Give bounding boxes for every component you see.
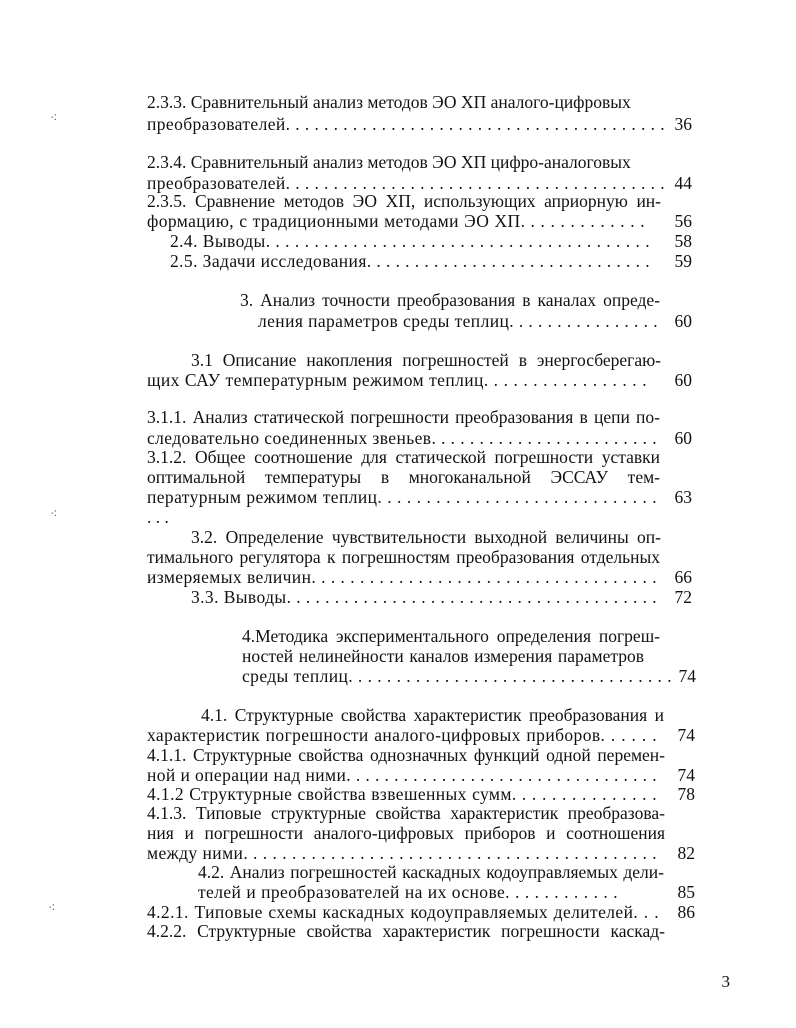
- toc-entry-line: 3.2. Определение чувствительности выходной величины оп-: [191, 527, 661, 547]
- toc-page-number: 82: [677, 843, 695, 863]
- toc-entry-line: 2.3.3. Сравнительный анализ методов ЭО ХП аналого-цифровых: [147, 92, 631, 112]
- toc-entry-line: 2.3.5. Сравнение методов ЭО ХП, использующих априорную ин-: [147, 191, 661, 211]
- toc-entry-line: 4.1.1. Структурные свойства однозначных функций одной перемен-: [147, 745, 665, 765]
- toc-entry-line: 2.4. Выводы. . . . . . . . . . . . . . . . . . . . . . . . . . . . . . . . . . . . . . . .: [170, 231, 650, 251]
- toc-page-number: 56: [674, 211, 692, 231]
- toc-entry-line: . . .: [147, 507, 169, 527]
- toc-entry-line: 4.1. Структурные свойства характеристик преобразования и: [201, 705, 664, 725]
- toc-page-number: 44: [674, 173, 692, 193]
- toc-chapter-line: ностей нелинейности каналов измерения параметров: [242, 646, 644, 666]
- toc-entry-line: преобразователей. . . . . . . . . . . . . . . . . . . . . . . . . . . . . . . . . . . . . . . .: [147, 173, 665, 193]
- toc-entry-line: 3.1 Описание накопления погрешностей в энергосберегаю-: [191, 350, 661, 370]
- toc-chapter-line: 3. Анализ точности преобразования в каналах опреде-: [240, 290, 660, 310]
- toc-entry-line: 4.1.3. Типовые структурные свойства характеристик преобразова-: [147, 803, 665, 823]
- toc-entry-line: между ними. . . . . . . . . . . . . . . . . . . . . . . . . . . . . . . . . . . . . . . . . . .: [147, 843, 657, 863]
- toc-entry-line: 4.2.2. Структурные свойства характеристик погрешности каскад-: [147, 921, 665, 941]
- toc-entry-line: 3.1.2. Общее соотношение для статической погрешности уставки: [147, 447, 660, 467]
- toc-page-number: 59: [674, 251, 692, 271]
- toc-entry-line: 2.5. Задачи исследования. . . . . . . . . . . . . . . . . . . . . . . . . . . . . .: [170, 251, 650, 271]
- toc-chapter-line: среды теплиц. . . . . . . . . . . . . . . . . . . . . . . . . . . . . . . . . .: [242, 666, 672, 686]
- toc-page-number: 74: [677, 765, 695, 785]
- toc-page-number: 66: [674, 567, 692, 587]
- toc-page-number: 60: [674, 370, 692, 390]
- toc-page-number: 74: [678, 666, 696, 686]
- toc-page-number: 74: [677, 725, 695, 745]
- toc-entry-line: пературным режимом теплиц. . . . . . . . . . . . . . . . . . . . . . . . . . . . .: [147, 487, 657, 507]
- scan-mark: ⁖: [48, 901, 56, 916]
- toc-entry-line: ной и операции над ними. . . . . . . . . . . . . . . . . . . . . . . . . . . . . . . . .: [147, 765, 657, 785]
- toc-entry-line: характеристик погрешности аналого-цифровых приборов. . . . . .: [147, 725, 657, 745]
- toc-chapter-line: 4.Методика экспериментального определения погреш-: [242, 626, 660, 646]
- toc-entry-line: 3.1.1. Анализ статической погрешности преобразования в цепи по-: [147, 407, 660, 427]
- toc-entry-line: следовательно соединенных звеньев. . . . . . . . . . . . . . . . . . . . . . . .: [147, 428, 657, 448]
- toc-page-number: 63: [674, 487, 692, 507]
- toc-entry-line: тимального регулятора к погрешностям преобразования отдельных: [147, 547, 660, 567]
- toc-entry-line: преобразователей. . . . . . . . . . . . . . . . . . . . . . . . . . . . . . . . . . . . . . . .: [147, 114, 665, 134]
- toc-entry-line: формацию, с традиционными методами ЭО ХП. . . . . . . . . . . . .: [147, 211, 645, 231]
- toc-entry-line: 3.3. Выводы. . . . . . . . . . . . . . . . . . . . . . . . . . . . . . . . . . . . . . .: [191, 587, 657, 607]
- page-folio: 3: [721, 972, 730, 991]
- toc-entry-line: оптимальной температуры в многоканальной ЭССАУ тем-: [147, 467, 660, 487]
- toc-page-number: 58: [674, 231, 692, 251]
- toc-page-number: 60: [674, 428, 692, 448]
- toc-entry-line: измеряемых величин. . . . . . . . . . . . . . . . . . . . . . . . . . . . . . . . . . . .: [147, 567, 657, 587]
- toc-page-number: 60: [674, 311, 692, 331]
- toc-page-number: 86: [677, 902, 695, 922]
- toc-entry-line: 4.2. Анализ погрешностей каскадных кодоуправляемых дели-: [198, 862, 664, 882]
- toc-entry-line: телей и преобразователей на их основе. . . . . . . . . . . .: [198, 882, 618, 902]
- toc-entry-line: 4.2.1. Типовые схемы каскадных кодоуправляемых делителей. . .: [147, 902, 659, 922]
- toc-page-number: 78: [677, 784, 695, 804]
- toc-page-number: 72: [674, 587, 692, 607]
- toc-entry-line: 4.1.2 Структурные свойства взвешенных сумм. . . . . . . . . . . . . . .: [147, 784, 657, 804]
- toc-page-number: 85: [677, 882, 695, 902]
- toc-chapter-line: ления параметров среды теплиц. . . . . . . . . . . . . . . .: [258, 311, 658, 331]
- toc-entry-line: 2.3.4. Сравнительный анализ методов ЭО ХП цифро-аналоговых: [147, 152, 631, 172]
- scan-mark: ⁖: [50, 507, 58, 522]
- toc-entry-line: ния и погрешности аналого-цифровых приборов и соотношения: [147, 823, 665, 843]
- toc-entry-line: щих САУ температурным режимом теплиц. . . . . . . . . . . . . . . . .: [147, 370, 647, 390]
- scan-mark: ⁖: [50, 111, 58, 126]
- toc-page-number: 36: [674, 114, 692, 134]
